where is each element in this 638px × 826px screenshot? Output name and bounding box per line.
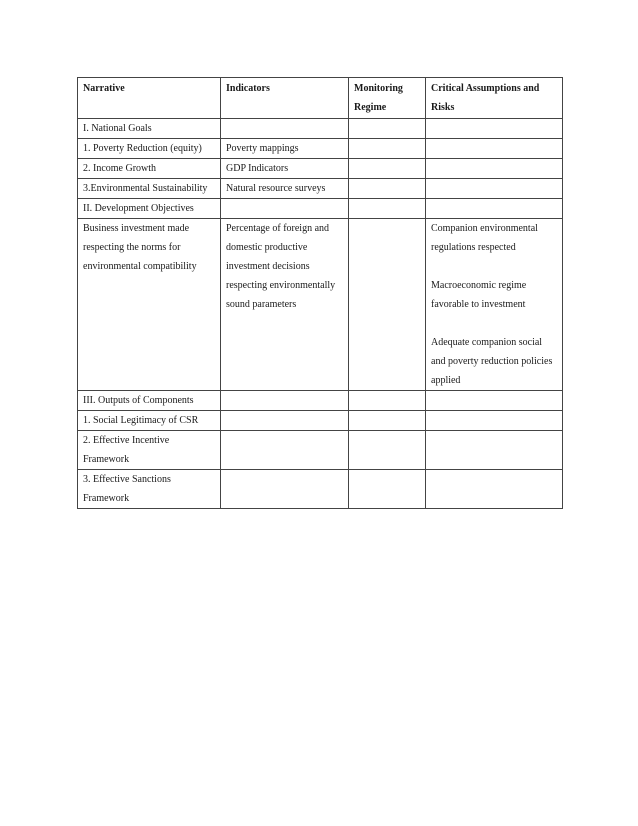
cell-assumptions (426, 219, 563, 391)
table-row (78, 431, 563, 470)
cell-indicators (221, 391, 349, 411)
table-row (78, 411, 563, 431)
cell-monitoring (349, 411, 426, 431)
cell-monitoring (349, 179, 426, 199)
cell-assumptions (426, 139, 563, 159)
cell-monitoring (349, 431, 426, 470)
table-row (78, 139, 563, 159)
cell-indicators (221, 411, 349, 431)
table-row (78, 470, 563, 509)
table-header-row (78, 78, 563, 119)
cell-narrative: Business investment made respecting the norms for environmental compatibility (78, 219, 221, 391)
cell-narrative: 3. Effective Sanctions Framework (78, 470, 221, 509)
cell-indicators (221, 199, 349, 219)
cell-monitoring (349, 119, 426, 139)
header-indicators: Indicators (221, 78, 349, 119)
assumption-item: Adequate companion social and poverty reduction policies applied (431, 337, 553, 386)
cell-assumptions (426, 411, 563, 431)
assumption-item: Macroeconomic regime favorable to investment (431, 280, 527, 310)
cell-indicators: Percentage of foreign and domestic productive investment decisions respecting environmentally sound parameters (221, 219, 349, 391)
cell-indicators (221, 431, 349, 470)
cell-monitoring (349, 199, 426, 219)
cell-indicators (221, 470, 349, 509)
cell-narrative: II. Development Objectives (78, 199, 221, 219)
cell-narrative: 2. Effective Incentive Framework (78, 431, 221, 470)
cell-monitoring (349, 470, 426, 509)
cell-narrative: III. Outputs of Components (78, 391, 221, 411)
table-row (78, 179, 563, 199)
header-monitoring-regime: Monitoring Regime (349, 78, 426, 119)
table-row (78, 159, 563, 179)
header-critical-assumptions: Critical Assumptions and Risks (426, 78, 563, 119)
cell-narrative: I. National Goals (78, 119, 221, 139)
cell-assumptions (426, 119, 563, 139)
header-narrative: Narrative (78, 78, 221, 119)
cell-indicators: Poverty mappings (221, 139, 349, 159)
cell-assumptions (426, 470, 563, 509)
cell-indicators: Natural resource surveys (221, 179, 349, 199)
cell-assumptions (426, 179, 563, 199)
cell-assumptions (426, 199, 563, 219)
logframe-table (77, 77, 563, 509)
cell-monitoring (349, 139, 426, 159)
cell-monitoring (349, 159, 426, 179)
table-row (78, 199, 563, 219)
cell-narrative: 2. Income Growth (78, 159, 221, 179)
cell-assumptions (426, 431, 563, 470)
cell-narrative: 1. Social Legitimacy of CSR (78, 411, 221, 431)
cell-monitoring (349, 391, 426, 411)
assumption-item: Companion environmental regulations respected (431, 223, 538, 253)
table-row (78, 119, 563, 139)
table-row (78, 391, 563, 411)
cell-indicators (221, 119, 349, 139)
cell-monitoring (349, 219, 426, 391)
cell-narrative: 1. Poverty Reduction (equity) (78, 139, 221, 159)
cell-assumptions (426, 159, 563, 179)
cell-narrative: 3.Environmental Sustainability (78, 179, 221, 199)
cell-indicators: GDP Indicators (221, 159, 349, 179)
table-row (78, 219, 563, 391)
cell-assumptions (426, 391, 563, 411)
